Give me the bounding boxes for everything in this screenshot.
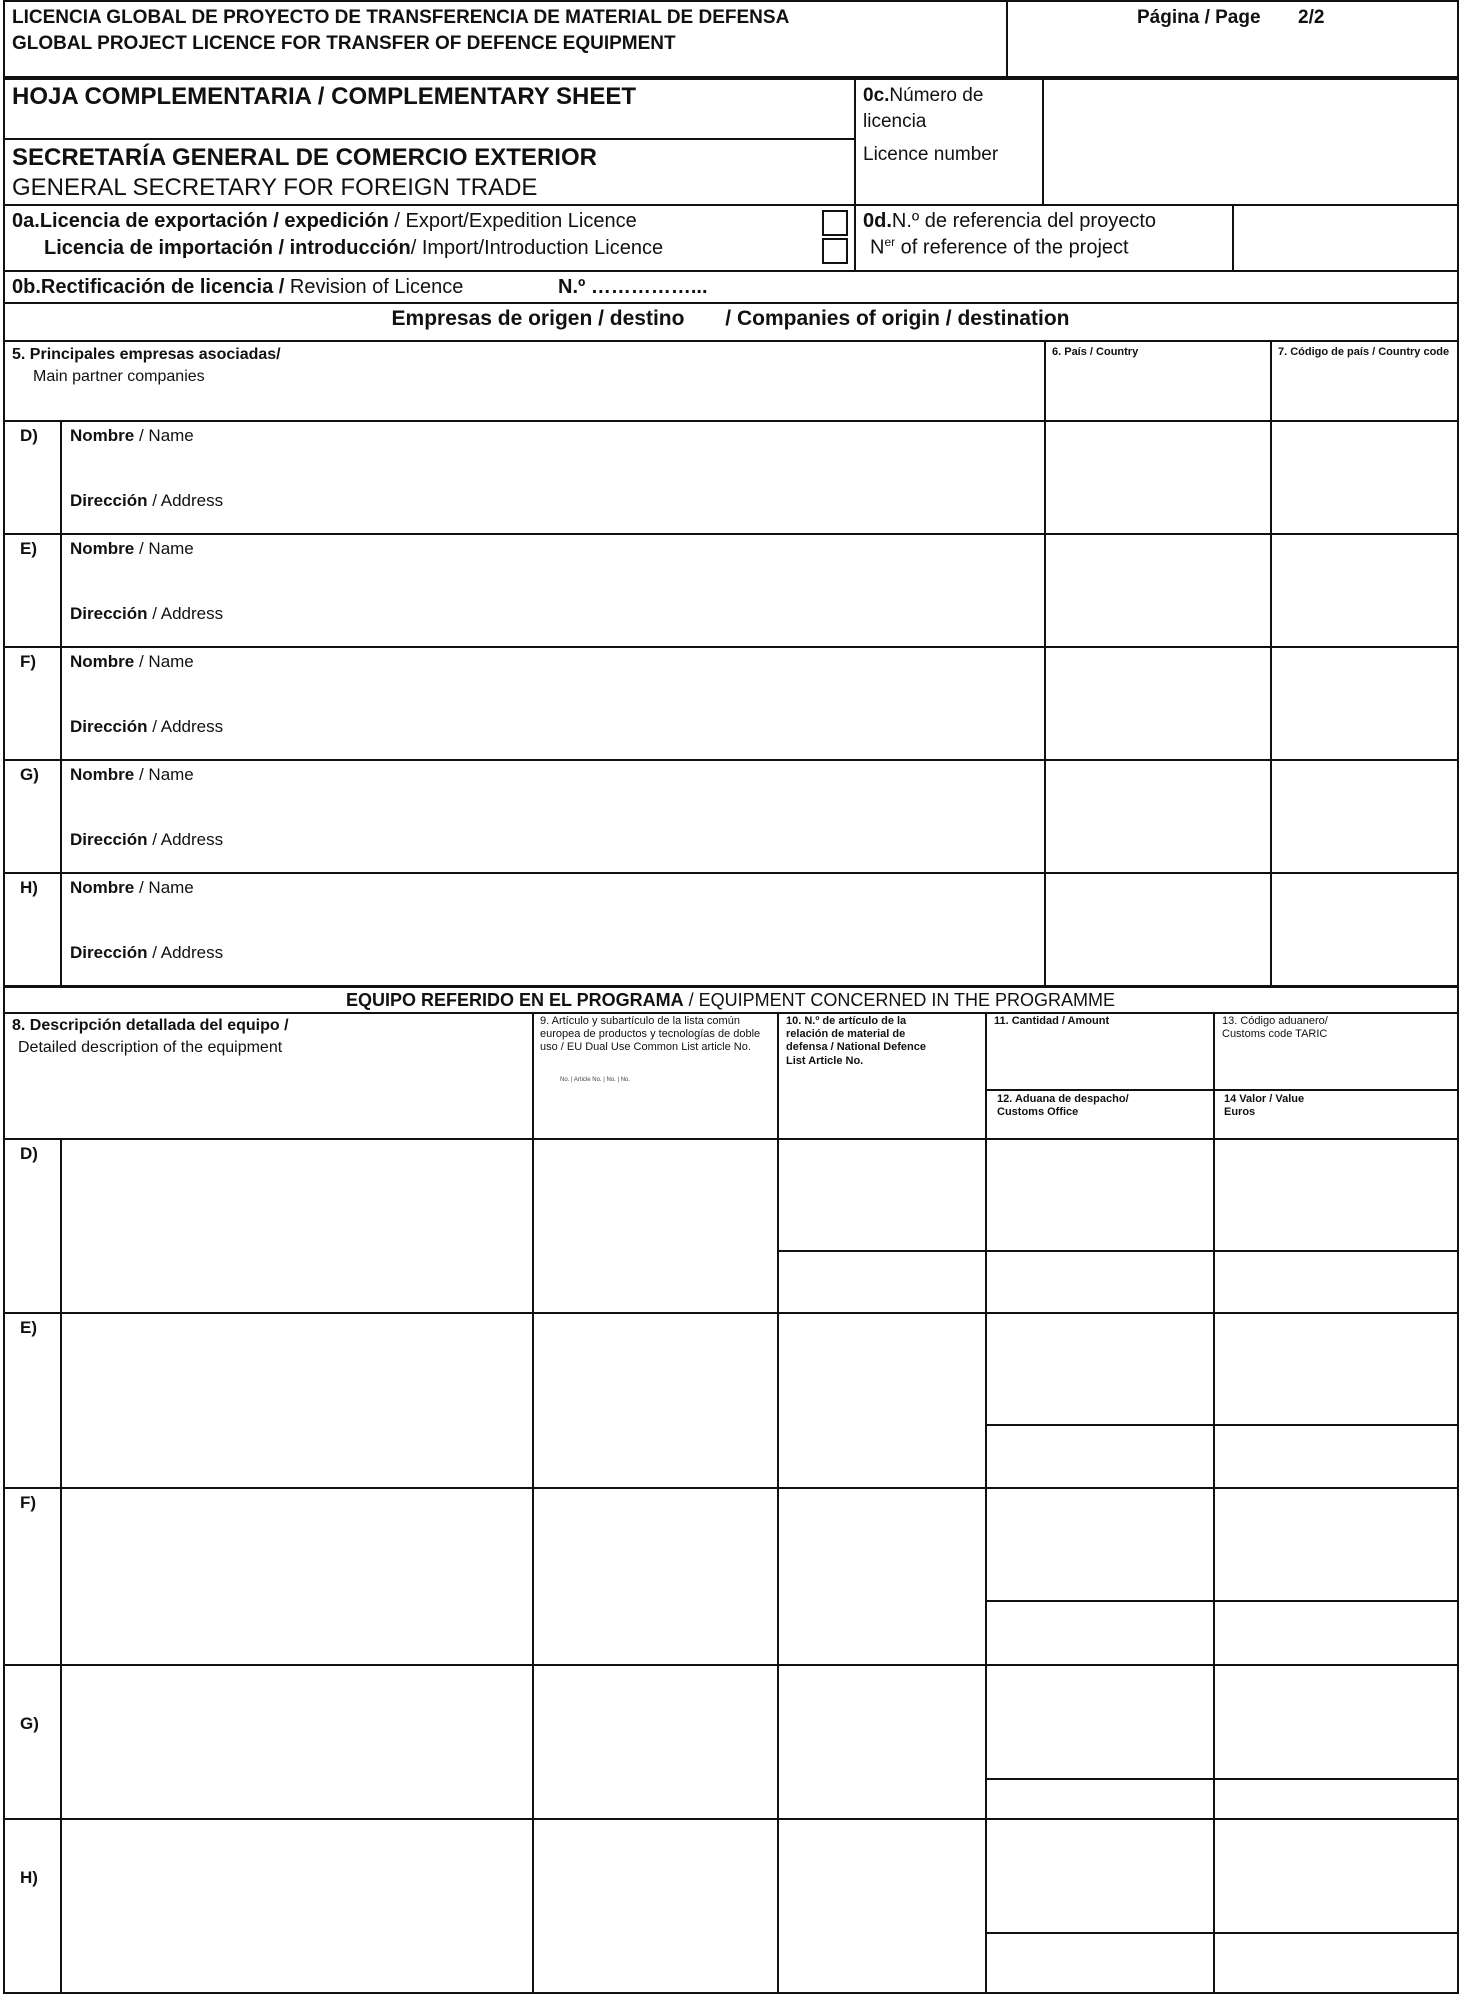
import-licence-label [44,237,663,260]
equipment-row-label: G) [20,1714,39,1733]
equipment-dual-use-article-field[interactable] [532,1487,779,1666]
equipment-customs-office-field[interactable] [985,1250,1215,1314]
company-name-es: Nombre [70,765,135,784]
equipment-customs-code-field[interactable] [1213,1138,1459,1252]
company-name-label [70,878,194,898]
equipment-amount-field[interactable] [985,1818,1215,1934]
companies-col7: 7. Código de país / Country code [1278,346,1450,358]
equipment-defence-article-field[interactable] [777,1818,987,1994]
company-address-es: Dirección [70,717,148,736]
equipment-amount-field[interactable] [985,1664,1215,1780]
revision-es: Rectificación de licencia / [40,276,285,298]
equipment-customs-office-field[interactable] [985,1932,1215,1994]
equipment-description-field[interactable] [60,1138,534,1314]
authority-en: GENERAL SECRETARY FOR FOREIGN TRADE [12,174,538,201]
company-country-field[interactable] [1044,533,1272,648]
company-country-code-field[interactable] [1270,420,1459,535]
company-name-en: / Name [138,426,194,445]
company-address-label [70,830,223,850]
company-name-en: / Name [138,652,194,671]
equipment-row-label-cell [3,1664,62,1820]
equipment-defence-article-field[interactable] [777,1487,987,1666]
equipment-customs-code-field[interactable] [1213,1818,1459,1934]
company-country-code-field[interactable] [1270,759,1459,874]
equipment-row-label-cell [3,1487,62,1666]
equipment-description-field[interactable] [60,1487,534,1666]
export-licence-checkbox[interactable] [822,210,848,236]
companies-col5-es: 5. Principales empresas asociadas/ [12,346,281,363]
company-address-en: / Address [152,491,224,510]
equipment-row-label: E) [20,1318,37,1337]
equipment-amount-field[interactable] [985,1487,1215,1602]
company-name-address-field[interactable] [60,646,1046,761]
company-name-address-field[interactable] [60,872,1046,987]
company-address-en: / Address [152,604,224,623]
company-address-es: Dirección [70,491,148,510]
revision-en: Revision of Licence [289,276,464,298]
company-address-en: / Address [152,830,224,849]
export-licence-es: Licencia de exportación / expedición [39,210,389,232]
equipment-amount-field[interactable] [985,1138,1215,1252]
equipment-customs-office-field[interactable] [985,1424,1215,1489]
equipment-col9: 9. Artículo y subartículo de la lista común europea de productos y tecnologías de doble uso / EU Dual Use Common List article No. [540,1015,761,1054]
company-address-es: Dirección [70,604,148,623]
company-name-en: / Name [138,765,194,784]
company-country-field[interactable] [1044,420,1272,535]
export-licence-en: / Export/Expedition Licence [394,210,637,232]
company-country-code-field[interactable] [1270,646,1459,761]
company-name-label [70,426,194,446]
equipment-row-label: H) [20,1868,38,1887]
revision-label [12,276,463,299]
equipment-col13: 13. Código aduanero/ Customs code TARIC [1222,1015,1328,1041]
company-name-address-field[interactable] [60,420,1046,535]
equipment-row-label: F) [20,1493,37,1512]
page-number: 2/2 [1298,7,1325,28]
header-title-es: LICENCIA GLOBAL DE PROYECTO DE TRANSFERENCIA DE MATERIAL DE DEFENSA [12,7,790,28]
project-ref-en-sup: er [884,235,896,249]
company-name-label [70,652,194,672]
equipment-value-field[interactable] [1213,1600,1459,1666]
project-ref-code: 0d. [863,210,892,232]
company-name-label [70,539,194,559]
company-name-address-field[interactable] [60,533,1046,648]
licence-number-es: Número de licencia [863,85,984,132]
company-name-es: Nombre [70,652,135,671]
header-title-en: GLOBAL PROJECT LICENCE FOR TRANSFER OF DEFENCE EQUIPMENT [12,33,676,54]
equipment-row-label-cell [3,1818,62,1994]
company-address-label [70,604,223,624]
equipment-customs-office-field[interactable] [985,1778,1215,1820]
company-name-address-field[interactable] [60,759,1046,874]
company-row-label: H) [20,878,38,897]
licence-number-code: 0c. [863,85,890,106]
equipment-value-field[interactable] [1213,1424,1459,1489]
project-ref-en-prefix: N [870,236,885,259]
company-address-label [70,717,223,737]
company-address-es: Dirección [70,943,148,962]
equipment-col9-faint: No. | Article No. | No. | No. [560,1077,631,1083]
company-address-label [70,491,223,511]
company-country-field[interactable] [1044,759,1272,874]
equipment-customs-code-field[interactable] [1213,1664,1459,1780]
equipment-customs-code-field[interactable] [1213,1487,1459,1602]
company-row-label: F) [20,652,37,671]
project-ref-en-line [870,236,1129,260]
companies-section-title: Empresas de origen / destino / Companies of origin / destination [391,307,1070,330]
licence-type-code: 0a. [12,210,40,232]
equipment-title-en: / EQUIPMENT CONCERNED IN THE PROGRAMME [688,990,1116,1010]
equipment-amount-field[interactable] [985,1312,1215,1426]
equipment-title-es: EQUIPO REFERIDO EN EL PROGRAMA [345,990,684,1010]
equipment-value-field[interactable] [1213,1778,1459,1820]
company-address-en: / Address [152,717,224,736]
equipment-defence-article-field[interactable] [777,1664,987,1820]
company-address-en: / Address [152,943,224,962]
equipment-defence-article-field[interactable] [777,1250,987,1314]
revision-number[interactable]: N.º ……………... [558,276,708,298]
equipment-col8-es: 8. Descripción detallada del equipo / [12,1017,289,1034]
equipment-defence-article-field[interactable] [777,1138,987,1252]
project-ref-es: N.º de referencia del proyecto [891,210,1157,232]
company-name-en: / Name [138,539,194,558]
project-ref-field[interactable] [1232,204,1459,272]
equipment-section-title [0,990,1461,1011]
import-licence-es: Licencia de importación / introducción [44,237,411,259]
equipment-col8-en: Detailed description of the equipment [18,1039,283,1056]
equipment-description-field[interactable] [60,1312,534,1489]
revision-code: 0b. [12,276,41,298]
licence-number-label [863,83,1023,134]
companies-col6: 6. País / Country [1052,346,1139,358]
equipment-row-label-cell [3,1138,62,1314]
company-name-label [70,765,194,785]
equipment-customs-office-field[interactable] [985,1600,1215,1666]
equipment-row-label-cell [3,1312,62,1489]
companies-col5-en: Main partner companies [33,368,205,385]
export-licence-label [12,210,637,233]
import-licence-checkbox[interactable] [822,238,848,264]
company-row-label: G) [20,765,39,784]
company-row-label: D) [20,426,38,445]
equipment-col10: 10. N.º de artículo de la relación de material de defensa / National Defence List Article No. [786,1015,926,1067]
licence-number-en: Licence number [863,144,999,165]
company-name-es: Nombre [70,539,135,558]
company-name-es: Nombre [70,878,135,897]
equipment-dual-use-article-field[interactable] [532,1138,779,1314]
equipment-row-label: D) [20,1144,38,1163]
licence-number-field[interactable] [1042,78,1459,206]
company-country-field[interactable] [1044,646,1272,761]
equipment-col11: 11. Cantidad / Amount [994,1015,1110,1027]
equipment-dual-use-article-field[interactable] [532,1312,779,1489]
company-address-label [70,943,223,963]
equipment-customs-code-field[interactable] [1213,1312,1459,1426]
sheet-title: HOJA COMPLEMENTARIA / COMPLEMENTARY SHEET [12,83,637,110]
company-row-label: E) [20,539,37,558]
company-address-es: Dirección [70,830,148,849]
company-country-code-field[interactable] [1270,533,1459,648]
equipment-col12: 12. Aduana de despacho/ Customs Office [997,1093,1129,1119]
company-country-code-field[interactable] [1270,872,1459,987]
company-country-field[interactable] [1044,872,1272,987]
equipment-value-field[interactable] [1213,1250,1459,1314]
project-ref-en: of reference of the project [895,236,1129,259]
company-name-en: / Name [138,878,194,897]
import-licence-en: / Import/Introduction Licence [410,237,664,259]
authority-es: SECRETARÍA GENERAL DE COMERCIO EXTERIOR [12,144,597,171]
equipment-dual-use-article-field[interactable] [532,1664,779,1820]
project-ref-es-line [863,210,1156,233]
equipment-description-field[interactable] [60,1818,534,1994]
equipment-col14: 14 Valor / Value Euros [1224,1093,1305,1119]
equipment-description-field[interactable] [60,1664,534,1820]
page-label: Página / Page [1137,7,1261,28]
equipment-defence-article-field[interactable] [777,1312,987,1489]
equipment-value-field[interactable] [1213,1932,1459,1994]
equipment-dual-use-article-field[interactable] [532,1818,779,1994]
company-name-es: Nombre [70,426,135,445]
